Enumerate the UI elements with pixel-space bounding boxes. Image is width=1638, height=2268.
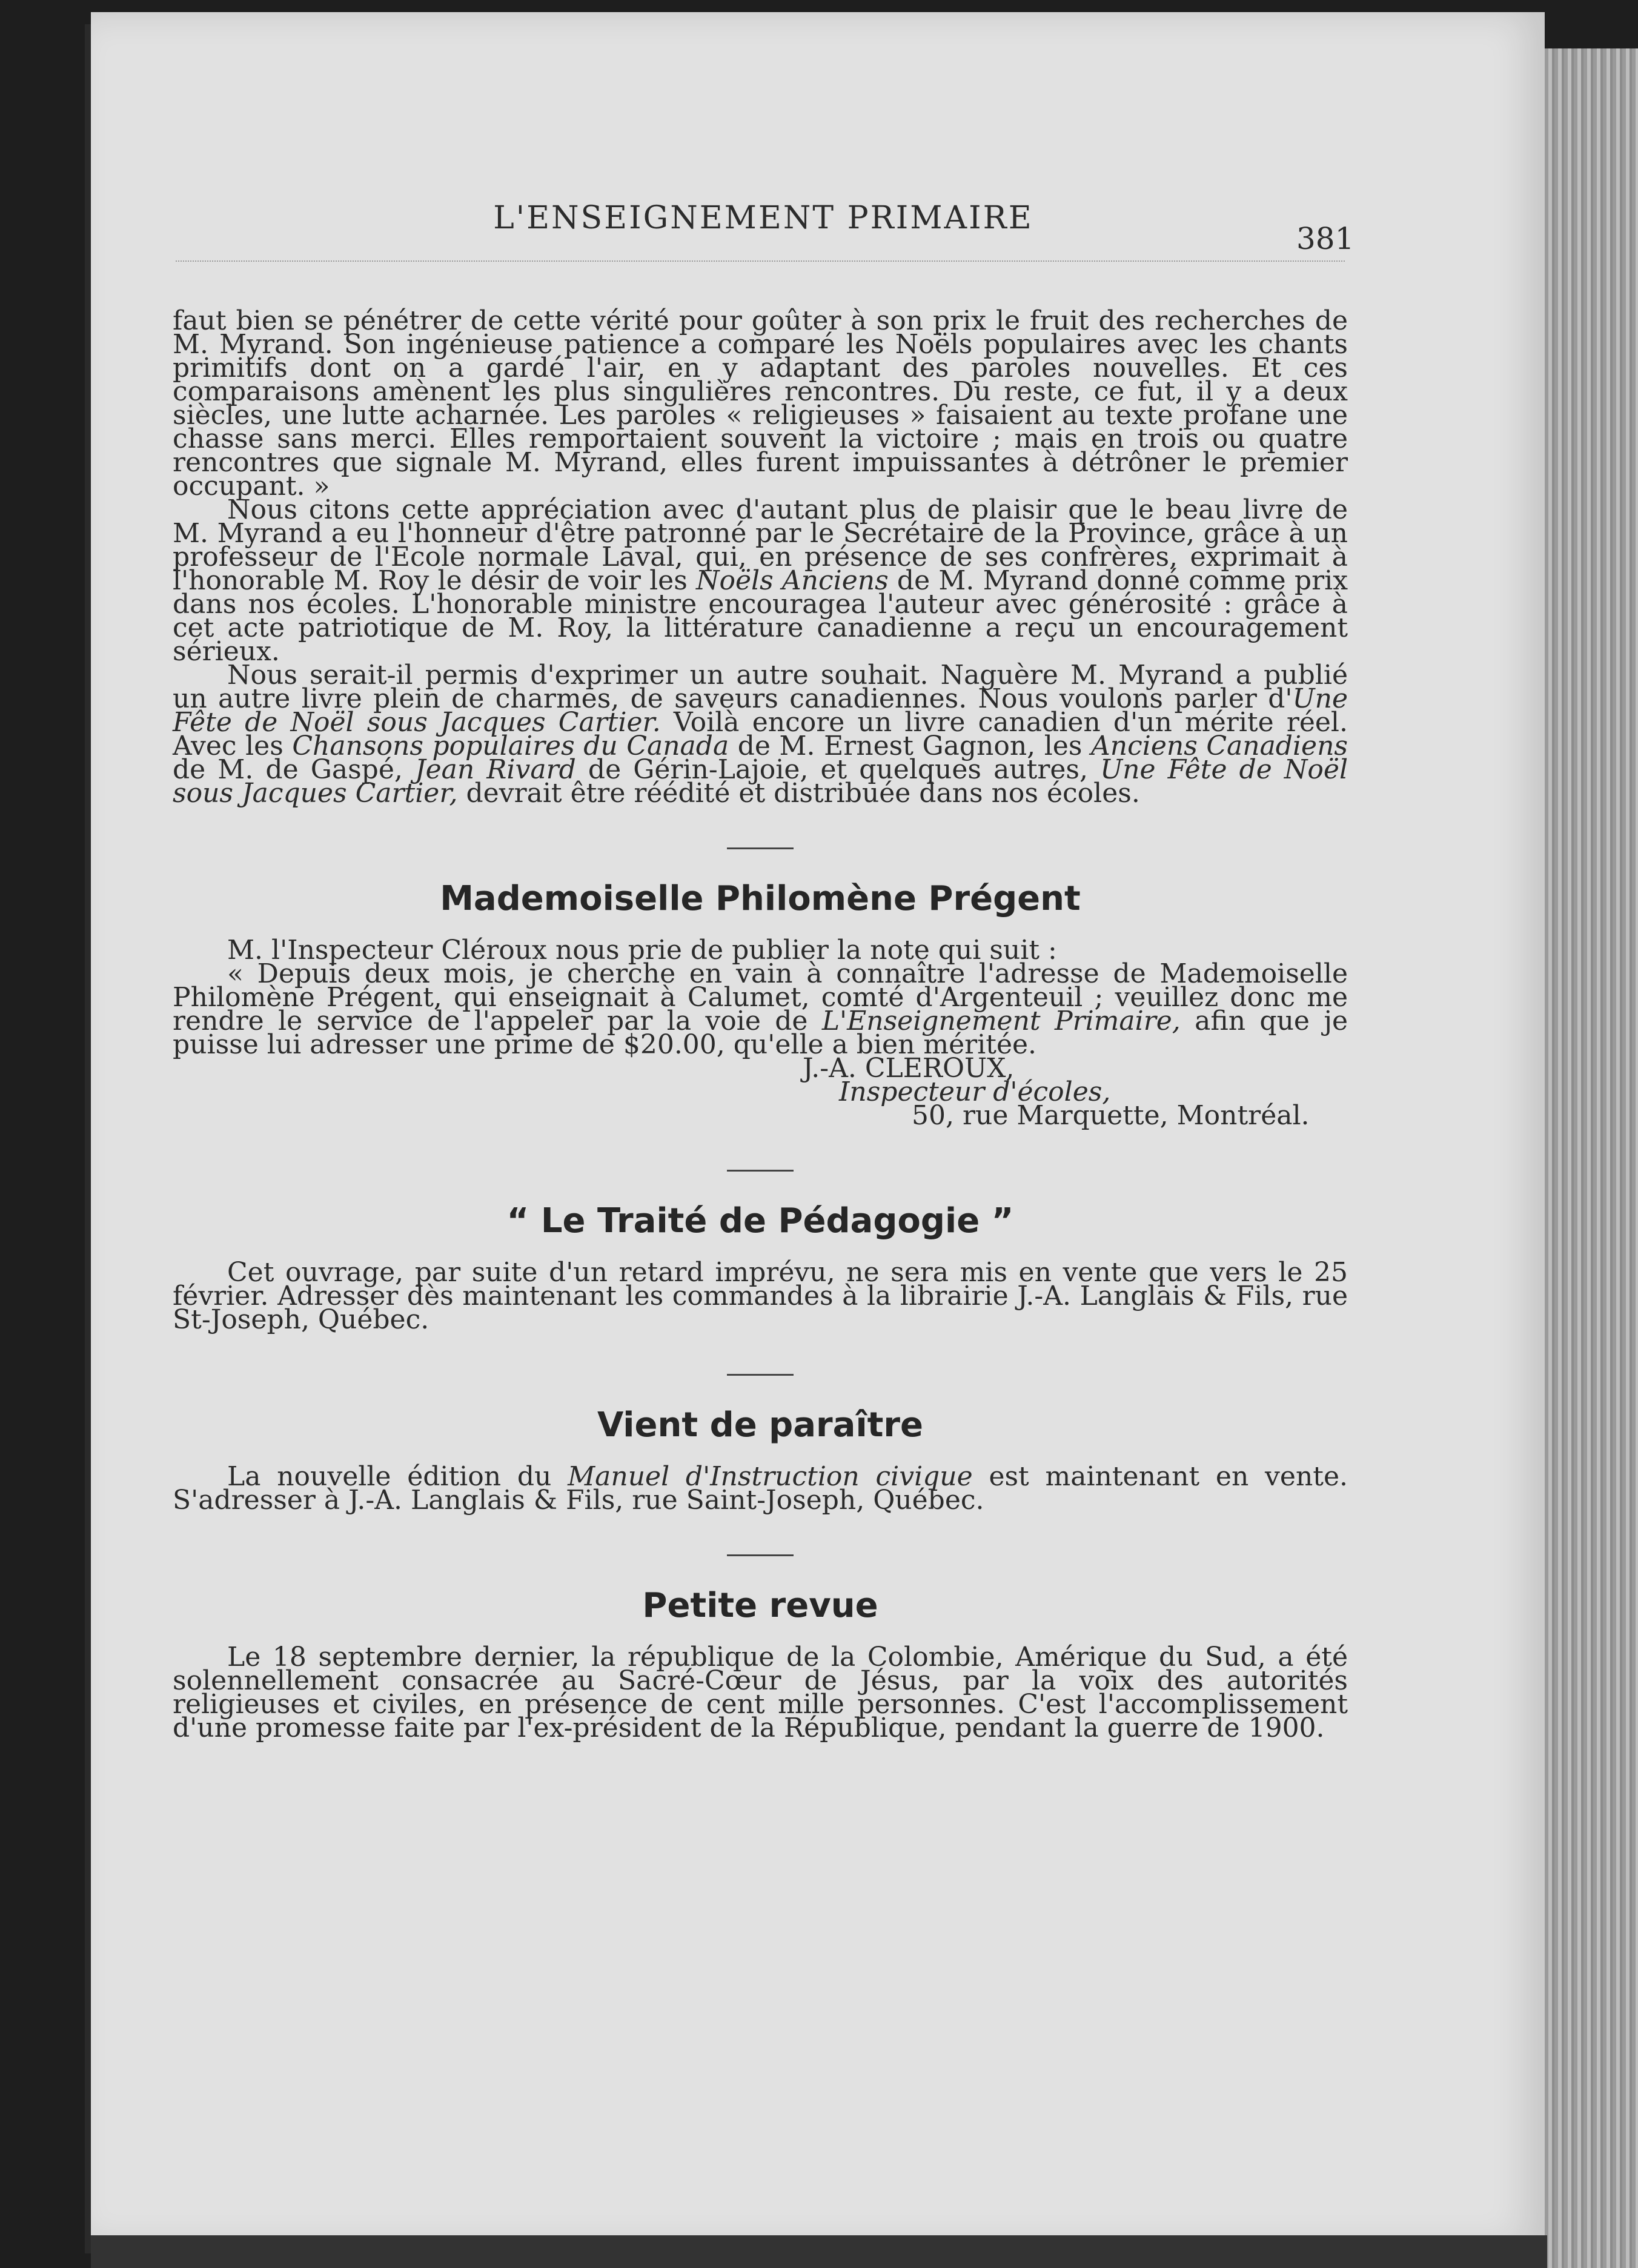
intro-p3-text-a: Nous serait-il permis d'exprimer un autre souhait. Naguère M. Myrand a publié un autre livre plein de charmes, de saveurs canadiennes. Nous voulons parler d' bbox=[173, 660, 1348, 714]
section-title-philomene: Mademoiselle Philomène Prégent bbox=[440, 879, 1081, 918]
header-rule bbox=[176, 260, 1345, 262]
section-title-revue: Petite revue bbox=[642, 1586, 878, 1625]
intro-p3-title-fete-2: Une Fête de Noël sous Jacques Cartier, bbox=[173, 754, 1348, 809]
section-separator bbox=[727, 1374, 794, 1376]
intro-p3-title-rivard: Jean Rivard bbox=[414, 754, 576, 785]
revue-paragraph: Le 18 septembre dernier, la république de la Colombie, Amérique du Sud, a été solennellement consacrée au Sacré-Cœur de Jésus, par la voix des autorités religieuses et civiles, en présence de cent mille personnes. C'est l'accomplissement d'une promesse faite par l'ex-président de la République, pendant la guerre de 1900. bbox=[173, 1642, 1348, 1743]
page-stack-edge bbox=[1545, 48, 1638, 2268]
page-number: 381 bbox=[1296, 221, 1354, 256]
vient-text-b: est maintenant en vente. S'adresser à J.-A. Langlais & Fils, rue Saint-Joseph, Québec. bbox=[173, 1461, 1348, 1516]
intro-p3-title-anciens: Anciens Canadiens bbox=[1090, 731, 1348, 761]
philomene-p2-text-a: « Depuis deux mois, je cherche en vain à connaître l'adresse de Mademoiselle Philomène Prégent, qui enseignait à Calumet, comté d'Argenteuil ; veuillez donc me rendre le service de l'appeler par la voie de bbox=[173, 958, 1348, 1036]
intro-p3-title-fete: Une Fête de Noël sous Jacques Cartier. bbox=[173, 683, 1348, 738]
page-content bbox=[173, 305, 1348, 1743]
intro-paragraph-3 bbox=[173, 660, 1348, 809]
bottom-shadow bbox=[91, 2235, 1547, 2268]
intro-p2-text-b: de M. Myrand donné comme prix dans nos écoles. L'honorable ministre encouragea l'auteur avec générosité : grâce à cet acte patriotique de M. Roy, la littérature canadienne a reçu un encouragement sérieux. bbox=[173, 565, 1348, 667]
intro-p3-text-f: devrait être réédité et distribuée dans nos écoles. bbox=[457, 778, 1140, 809]
signature-role: Inspecteur d'écoles, bbox=[839, 1076, 1111, 1107]
traite-paragraph: Cet ouvrage, par suite d'un retard imprévu, ne sera mis en vente que vers le 25 février. Adresser dès maintenant les commandes à la librairie J.-A. Langlais & Fils, rue St-Joseph, Québec. bbox=[173, 1257, 1348, 1335]
intro-p3-text-b: Voilà encore un livre canadien d'un mérite réel. Avec les bbox=[173, 707, 1348, 761]
philomene-p2-title-journal: L'Enseignement Primaire, bbox=[821, 1006, 1181, 1036]
section-title-traite: “ Le Traité de Pédagogie ” bbox=[506, 1201, 1014, 1241]
vient-text-a: La nouvelle édition du bbox=[227, 1461, 568, 1492]
section-separator bbox=[727, 1170, 794, 1172]
signature-address: 50, rue Marquette, Montréal. bbox=[912, 1100, 1310, 1131]
section-title-vient: Vient de paraître bbox=[597, 1405, 924, 1445]
intro-p2-title-noels: Noëls Anciens bbox=[696, 565, 889, 596]
section-separator bbox=[727, 1554, 794, 1556]
philomene-p2-text-b: afin que je puisse lui adresser une prime de $20.00, qu'elle a bien méritée. bbox=[173, 1006, 1348, 1060]
running-head: L'ENSEIGNEMENT PRIMAIRE bbox=[493, 200, 1033, 236]
philomene-paragraph-1: M. l'Inspecteur Cléroux nous prie de publier la note qui suit : bbox=[227, 935, 1057, 966]
vient-paragraph bbox=[173, 1461, 1348, 1516]
intro-p3-text-c: de M. Ernest Gagnon, les bbox=[729, 731, 1091, 761]
intro-p3-text-d: de M. de Gaspé, bbox=[173, 754, 415, 785]
signature-name: J.-A. CLEROUX, bbox=[803, 1053, 1015, 1084]
section-separator bbox=[727, 847, 794, 849]
intro-p2-text-a: Nous citons cette appréciation avec d'autant plus de plaisir que le beau livre de M. Myrand a eu l'honneur d'être patronné par le Secrétaire de la Province, grâce à un professeur de l'Ecole normale Laval, qui, en présence de ses confrères, exprimait à l'honorable M. Roy le désir de voir les bbox=[173, 494, 1348, 596]
intro-p3-title-chansons: Chansons populaires du Canada bbox=[292, 731, 729, 761]
intro-p3-text-e: de Gérin-Lajoie, et quelques autres, bbox=[575, 754, 1101, 785]
vient-title-manuel: Manuel d'Instruction civique bbox=[568, 1461, 973, 1492]
philomene-paragraph-2 bbox=[173, 958, 1348, 1060]
intro-paragraph-2 bbox=[173, 494, 1348, 667]
intro-paragraph-1: faut bien se pénétrer de cette vérité pour goûter à son prix le fruit des recherches de M. Myrand. Son ingénieuse patience a comparé les Noëls populaires avec les chants primitifs dont on a gardé l'air, en y adaptant des paroles nouvelles. Et ces comparaisons amènent les plus singulières rencontres. Du reste, ce fut, il y a deux siècles, une lutte acharnée. Les paroles « religieuses » faisaient au texte profane une chasse sans merci. Elles remportaient souvent la victoire ; mais en trois ou quatre rencontres que signale M. Myrand, elles furent impuissantes à détrôner le premier occupant. » bbox=[173, 305, 1348, 502]
